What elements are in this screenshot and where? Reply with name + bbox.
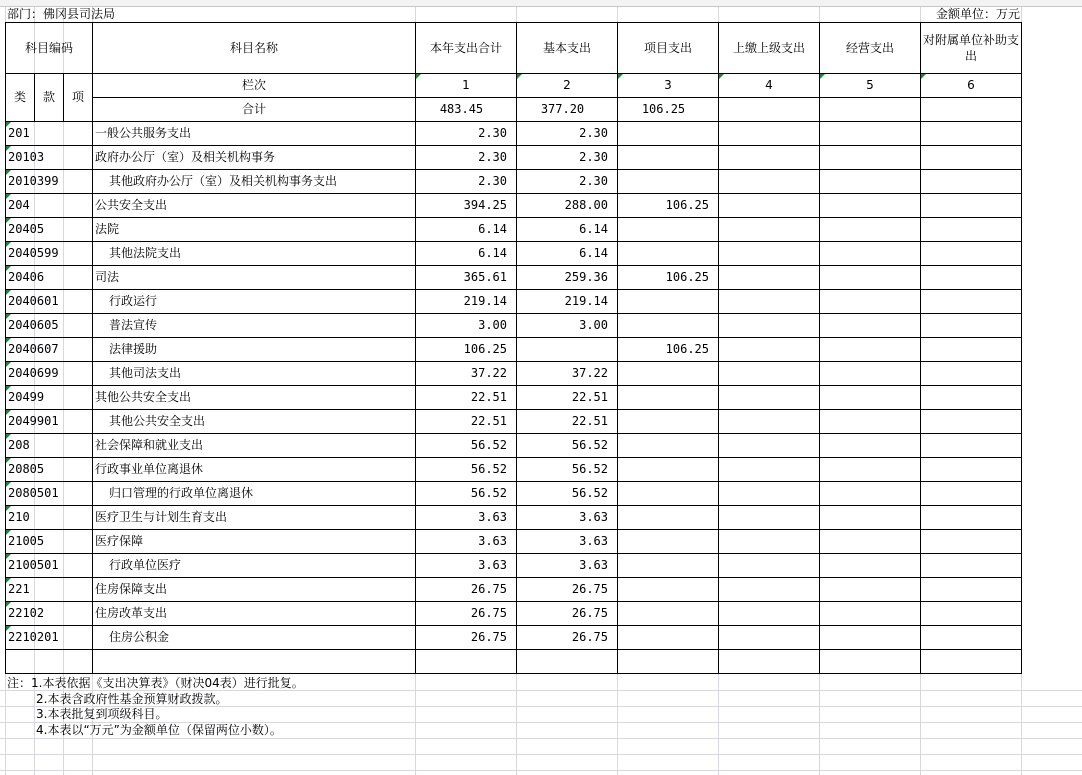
project-cell[interactable] <box>618 146 719 170</box>
grid-hline <box>0 770 1082 771</box>
note-4: 4.本表以“万元”为金额单位（保留两位小数）。 <box>36 722 282 737</box>
summary-basic[interactable]: 377.20 <box>517 98 618 122</box>
total-cell[interactable]: 394.25 <box>416 194 517 218</box>
business-cell[interactable] <box>820 338 921 362</box>
upper-cell[interactable] <box>719 266 820 290</box>
basic-cell[interactable]: 22.51 <box>517 386 618 410</box>
business-cell[interactable] <box>820 410 921 434</box>
subsidy-cell[interactable] <box>921 458 1022 482</box>
upper-cell[interactable] <box>719 362 820 386</box>
basic-cell[interactable]: 56.52 <box>517 482 618 506</box>
code-cell[interactable]: 20406 <box>6 266 93 290</box>
empty-cell[interactable] <box>416 650 517 674</box>
project-cell[interactable]: 106.25 <box>618 338 719 362</box>
code-cell[interactable]: 2040605 <box>6 314 93 338</box>
col-project-header[interactable]: 项目支出 <box>618 23 719 74</box>
basic-cell[interactable]: 3.63 <box>517 506 618 530</box>
code-cell[interactable]: 204 <box>6 194 93 218</box>
basic-cell[interactable]: 37.22 <box>517 362 618 386</box>
total-cell[interactable]: 2.30 <box>416 146 517 170</box>
col-business-header[interactable]: 经营支出 <box>820 23 921 74</box>
table-row <box>6 218 1022 242</box>
name-cell[interactable]: 其他司法支出 <box>93 362 416 386</box>
project-cell[interactable] <box>618 626 719 650</box>
subsidy-cell[interactable] <box>921 242 1022 266</box>
business-cell[interactable] <box>820 194 921 218</box>
project-cell[interactable] <box>618 602 719 626</box>
name-cell[interactable]: 法律援助 <box>93 338 416 362</box>
summary-upper[interactable] <box>719 98 820 122</box>
name-cell[interactable]: 住房改革支出 <box>93 602 416 626</box>
business-cell[interactable] <box>820 554 921 578</box>
basic-cell[interactable]: 22.51 <box>517 410 618 434</box>
name-cell[interactable]: 归口管理的行政单位离退休 <box>93 482 416 506</box>
basic-cell[interactable]: 2.30 <box>517 146 618 170</box>
subsidy-cell[interactable] <box>921 362 1022 386</box>
table-row <box>6 578 1022 602</box>
table-row <box>6 194 1022 218</box>
project-cell[interactable] <box>618 482 719 506</box>
summary-subsidy[interactable] <box>921 98 1022 122</box>
subsidy-cell[interactable] <box>921 410 1022 434</box>
table-row <box>6 314 1022 338</box>
subsidy-cell[interactable] <box>921 290 1022 314</box>
name-cell[interactable]: 其他公共安全支出 <box>93 410 416 434</box>
lanci-6[interactable]: 6 <box>921 74 1022 98</box>
business-cell[interactable] <box>820 146 921 170</box>
note-3: 3.本表批复到项级科目。 <box>36 707 168 721</box>
project-cell[interactable]: 106.25 <box>618 194 719 218</box>
basic-cell[interactable]: 3.63 <box>517 530 618 554</box>
basic-cell[interactable]: 26.75 <box>517 578 618 602</box>
upper-cell[interactable] <box>719 458 820 482</box>
table-row <box>6 290 1022 314</box>
table-row <box>6 530 1022 554</box>
upper-cell[interactable] <box>719 482 820 506</box>
name-cell[interactable]: 政府办公厅（室）及相关机构事务 <box>93 146 416 170</box>
table-row <box>6 170 1022 194</box>
basic-cell[interactable]: 219.14 <box>517 290 618 314</box>
total-cell[interactable]: 106.25 <box>416 338 517 362</box>
basic-cell[interactable]: 56.52 <box>517 434 618 458</box>
lanci-4[interactable]: 4 <box>719 74 820 98</box>
basic-cell[interactable]: 288.00 <box>517 194 618 218</box>
name-cell[interactable]: 住房保障支出 <box>93 578 416 602</box>
upper-cell[interactable] <box>719 506 820 530</box>
code-cell[interactable]: 20405 <box>6 218 93 242</box>
name-cell[interactable]: 其他公共安全支出 <box>93 386 416 410</box>
project-cell[interactable] <box>618 218 719 242</box>
total-cell[interactable]: 3.63 <box>416 554 517 578</box>
code-cell[interactable]: 22102 <box>6 602 93 626</box>
project-cell[interactable] <box>618 290 719 314</box>
basic-cell[interactable] <box>517 338 618 362</box>
business-cell[interactable] <box>820 458 921 482</box>
code-cell[interactable]: 2010399 <box>6 170 93 194</box>
upper-cell[interactable] <box>719 146 820 170</box>
code-cell[interactable]: 20103 <box>6 146 93 170</box>
unit-label: 金额单位：万元 <box>935 7 1020 21</box>
name-cell[interactable]: 法院 <box>93 218 416 242</box>
upper-cell[interactable] <box>719 602 820 626</box>
basic-cell[interactable]: 6.14 <box>517 218 618 242</box>
col-lei-header[interactable]: 类 <box>6 74 35 122</box>
total-cell[interactable]: 3.63 <box>416 506 517 530</box>
col-name-header[interactable]: 科目名称 <box>93 23 416 74</box>
business-cell[interactable] <box>820 266 921 290</box>
grid-hline <box>0 754 1082 755</box>
basic-cell[interactable]: 26.75 <box>517 626 618 650</box>
empty-cell[interactable] <box>719 650 820 674</box>
subsidy-cell[interactable] <box>921 122 1022 146</box>
subsidy-cell[interactable] <box>921 338 1022 362</box>
name-cell[interactable]: 行政事业单位离退休 <box>93 458 416 482</box>
empty-row <box>6 650 1022 674</box>
total-cell[interactable]: 22.51 <box>416 410 517 434</box>
upper-cell[interactable] <box>719 290 820 314</box>
col-basic-header[interactable]: 基本支出 <box>517 23 618 74</box>
upper-cell[interactable] <box>719 578 820 602</box>
project-cell[interactable]: 106.25 <box>618 266 719 290</box>
business-cell[interactable] <box>820 314 921 338</box>
lanci-label[interactable]: 栏次 <box>93 74 416 98</box>
col-total-header[interactable]: 本年支出合计 <box>416 23 517 74</box>
empty-cell[interactable] <box>618 650 719 674</box>
name-cell[interactable]: 公共安全支出 <box>93 194 416 218</box>
code-cell[interactable]: 2040699 <box>6 362 93 386</box>
subsidy-cell[interactable] <box>921 434 1022 458</box>
summary-label[interactable]: 合计 <box>93 98 416 122</box>
total-cell[interactable]: 26.75 <box>416 626 517 650</box>
project-cell[interactable] <box>618 530 719 554</box>
total-cell[interactable]: 2.30 <box>416 122 517 146</box>
lanci-1[interactable]: 1 <box>416 74 517 98</box>
col-upper-header[interactable]: 上缴上级支出 <box>719 23 820 74</box>
lanci-5[interactable]: 5 <box>820 74 921 98</box>
subsidy-cell[interactable] <box>921 554 1022 578</box>
subsidy-cell[interactable] <box>921 482 1022 506</box>
upper-cell[interactable] <box>719 314 820 338</box>
business-cell[interactable] <box>820 218 921 242</box>
subsidy-cell[interactable] <box>921 170 1022 194</box>
project-cell[interactable] <box>618 362 719 386</box>
table-row <box>6 482 1022 506</box>
basic-cell[interactable]: 56.52 <box>517 458 618 482</box>
total-cell[interactable]: 26.75 <box>416 578 517 602</box>
code-cell[interactable]: 208 <box>6 434 93 458</box>
total-cell[interactable]: 3.63 <box>416 530 517 554</box>
table-row <box>6 146 1022 170</box>
code-cell[interactable]: 2100501 <box>6 554 93 578</box>
name-cell[interactable]: 社会保障和就业支出 <box>93 434 416 458</box>
code-cell[interactable]: 221 <box>6 578 93 602</box>
subsidy-cell[interactable] <box>921 530 1022 554</box>
project-cell[interactable] <box>618 386 719 410</box>
code-cell[interactable] <box>6 650 93 674</box>
empty-cell[interactable] <box>820 650 921 674</box>
project-cell[interactable] <box>618 122 719 146</box>
empty-cell[interactable] <box>517 650 618 674</box>
code-cell[interactable]: 2040607 <box>6 338 93 362</box>
project-cell[interactable] <box>618 314 719 338</box>
code-cell[interactable]: 20499 <box>6 386 93 410</box>
empty-cell[interactable] <box>93 650 416 674</box>
project-cell[interactable] <box>618 458 719 482</box>
upper-cell[interactable] <box>719 530 820 554</box>
total-cell[interactable]: 6.14 <box>416 242 517 266</box>
name-cell[interactable]: 医疗保障 <box>93 530 416 554</box>
basic-cell[interactable]: 2.30 <box>517 122 618 146</box>
col-kuan-header[interactable]: 款 <box>35 74 64 122</box>
table-row <box>6 266 1022 290</box>
project-cell[interactable] <box>618 170 719 194</box>
upper-cell[interactable] <box>719 386 820 410</box>
table-row <box>6 626 1022 650</box>
upper-cell[interactable] <box>719 338 820 362</box>
summary-total[interactable]: 483.45 <box>416 98 517 122</box>
summary-business[interactable] <box>820 98 921 122</box>
summary-project[interactable]: 106.25 <box>618 98 719 122</box>
name-cell[interactable]: 其他政府办公厅（室）及相关机构事务支出 <box>93 170 416 194</box>
subsidy-cell[interactable] <box>921 626 1022 650</box>
business-cell[interactable] <box>820 602 921 626</box>
basic-cell[interactable]: 26.75 <box>517 602 618 626</box>
basic-cell[interactable]: 259.36 <box>517 266 618 290</box>
business-cell[interactable] <box>820 578 921 602</box>
note-2: 2.本表含政府性基金预算财政拨款。 <box>36 691 228 706</box>
table-row <box>6 122 1022 146</box>
name-cell[interactable]: 司法 <box>93 266 416 290</box>
project-cell[interactable] <box>618 578 719 602</box>
basic-cell[interactable]: 2.30 <box>517 170 618 194</box>
table-row <box>6 458 1022 482</box>
col-subsidy-header[interactable]: 对附属单位补助支出 <box>921 23 1022 74</box>
project-cell[interactable] <box>618 242 719 266</box>
code-cell[interactable]: 2080501 <box>6 482 93 506</box>
business-cell[interactable] <box>820 122 921 146</box>
project-cell[interactable] <box>618 554 719 578</box>
name-cell[interactable]: 住房公积金 <box>93 626 416 650</box>
table-row <box>6 362 1022 386</box>
business-cell[interactable] <box>820 170 921 194</box>
table-row <box>6 338 1022 362</box>
table-row <box>6 554 1022 578</box>
upper-cell[interactable] <box>719 122 820 146</box>
upper-cell[interactable] <box>719 170 820 194</box>
name-cell[interactable]: 一般公共服务支出 <box>93 122 416 146</box>
code-cell[interactable]: 21005 <box>6 530 93 554</box>
total-cell[interactable]: 6.14 <box>416 218 517 242</box>
department-label: 部门：佛冈县司法局 <box>7 7 116 21</box>
name-cell[interactable]: 其他法院支出 <box>93 242 416 266</box>
business-cell[interactable] <box>820 434 921 458</box>
code-cell[interactable]: 2049901 <box>6 410 93 434</box>
project-cell[interactable] <box>618 410 719 434</box>
table-row <box>6 386 1022 410</box>
code-cell[interactable]: 210 <box>6 506 93 530</box>
budget-table <box>5 22 1022 674</box>
upper-cell[interactable] <box>719 410 820 434</box>
project-cell[interactable] <box>618 434 719 458</box>
project-cell[interactable] <box>618 506 719 530</box>
total-cell[interactable]: 26.75 <box>416 602 517 626</box>
notes-section <box>7 676 304 738</box>
subsidy-cell[interactable] <box>921 266 1022 290</box>
total-cell[interactable]: 22.51 <box>416 386 517 410</box>
business-cell[interactable] <box>820 290 921 314</box>
code-cell[interactable]: 2040599 <box>6 242 93 266</box>
empty-cell[interactable] <box>921 650 1022 674</box>
name-cell[interactable]: 普法宣传 <box>93 314 416 338</box>
total-cell[interactable]: 3.00 <box>416 314 517 338</box>
upper-cell[interactable] <box>719 218 820 242</box>
total-cell[interactable]: 56.52 <box>416 434 517 458</box>
total-cell[interactable]: 2.30 <box>416 170 517 194</box>
lanci-3[interactable]: 3 <box>618 74 719 98</box>
col-xiang-header[interactable]: 项 <box>64 74 93 122</box>
upper-cell[interactable] <box>719 626 820 650</box>
table-row <box>6 602 1022 626</box>
basic-cell[interactable]: 6.14 <box>517 242 618 266</box>
total-cell[interactable]: 56.52 <box>416 458 517 482</box>
table-row <box>6 410 1022 434</box>
subsidy-cell[interactable] <box>921 506 1022 530</box>
upper-cell[interactable] <box>719 194 820 218</box>
code-cell[interactable]: 201 <box>6 122 93 146</box>
subsidy-cell[interactable] <box>921 386 1022 410</box>
business-cell[interactable] <box>820 506 921 530</box>
grid-hline <box>0 738 1082 739</box>
business-cell[interactable] <box>820 482 921 506</box>
code-cell[interactable]: 20805 <box>6 458 93 482</box>
col-code-header[interactable]: 科目编码 <box>6 23 93 74</box>
subsidy-cell[interactable] <box>921 602 1022 626</box>
basic-cell[interactable]: 3.00 <box>517 314 618 338</box>
total-cell[interactable]: 56.52 <box>416 482 517 506</box>
subsidy-cell[interactable] <box>921 194 1022 218</box>
business-cell[interactable] <box>820 386 921 410</box>
name-cell[interactable]: 行政运行 <box>93 290 416 314</box>
subsidy-cell[interactable] <box>921 314 1022 338</box>
table-row <box>6 242 1022 266</box>
upper-cell[interactable] <box>719 242 820 266</box>
subsidy-cell[interactable] <box>921 218 1022 242</box>
business-cell[interactable] <box>820 242 921 266</box>
total-cell[interactable]: 365.61 <box>416 266 517 290</box>
lanci-2[interactable]: 2 <box>517 74 618 98</box>
business-cell[interactable] <box>820 362 921 386</box>
table-row <box>6 434 1022 458</box>
upper-cell[interactable] <box>719 554 820 578</box>
code-cell[interactable]: 2210201 <box>6 626 93 650</box>
total-cell[interactable]: 219.14 <box>416 290 517 314</box>
basic-cell[interactable]: 3.63 <box>517 554 618 578</box>
table-row <box>6 506 1022 530</box>
upper-cell[interactable] <box>719 434 820 458</box>
column-header-strip[interactable] <box>0 0 1082 7</box>
business-cell[interactable] <box>820 530 921 554</box>
subsidy-cell[interactable] <box>921 146 1022 170</box>
name-cell[interactable]: 医疗卫生与计划生育支出 <box>93 506 416 530</box>
total-cell[interactable]: 37.22 <box>416 362 517 386</box>
note-1: 注：1.本表依据《支出决算表》（财决04表）进行批复。 <box>7 676 304 690</box>
business-cell[interactable] <box>820 626 921 650</box>
code-cell[interactable]: 2040601 <box>6 290 93 314</box>
subsidy-cell[interactable] <box>921 578 1022 602</box>
name-cell[interactable]: 行政单位医疗 <box>93 554 416 578</box>
